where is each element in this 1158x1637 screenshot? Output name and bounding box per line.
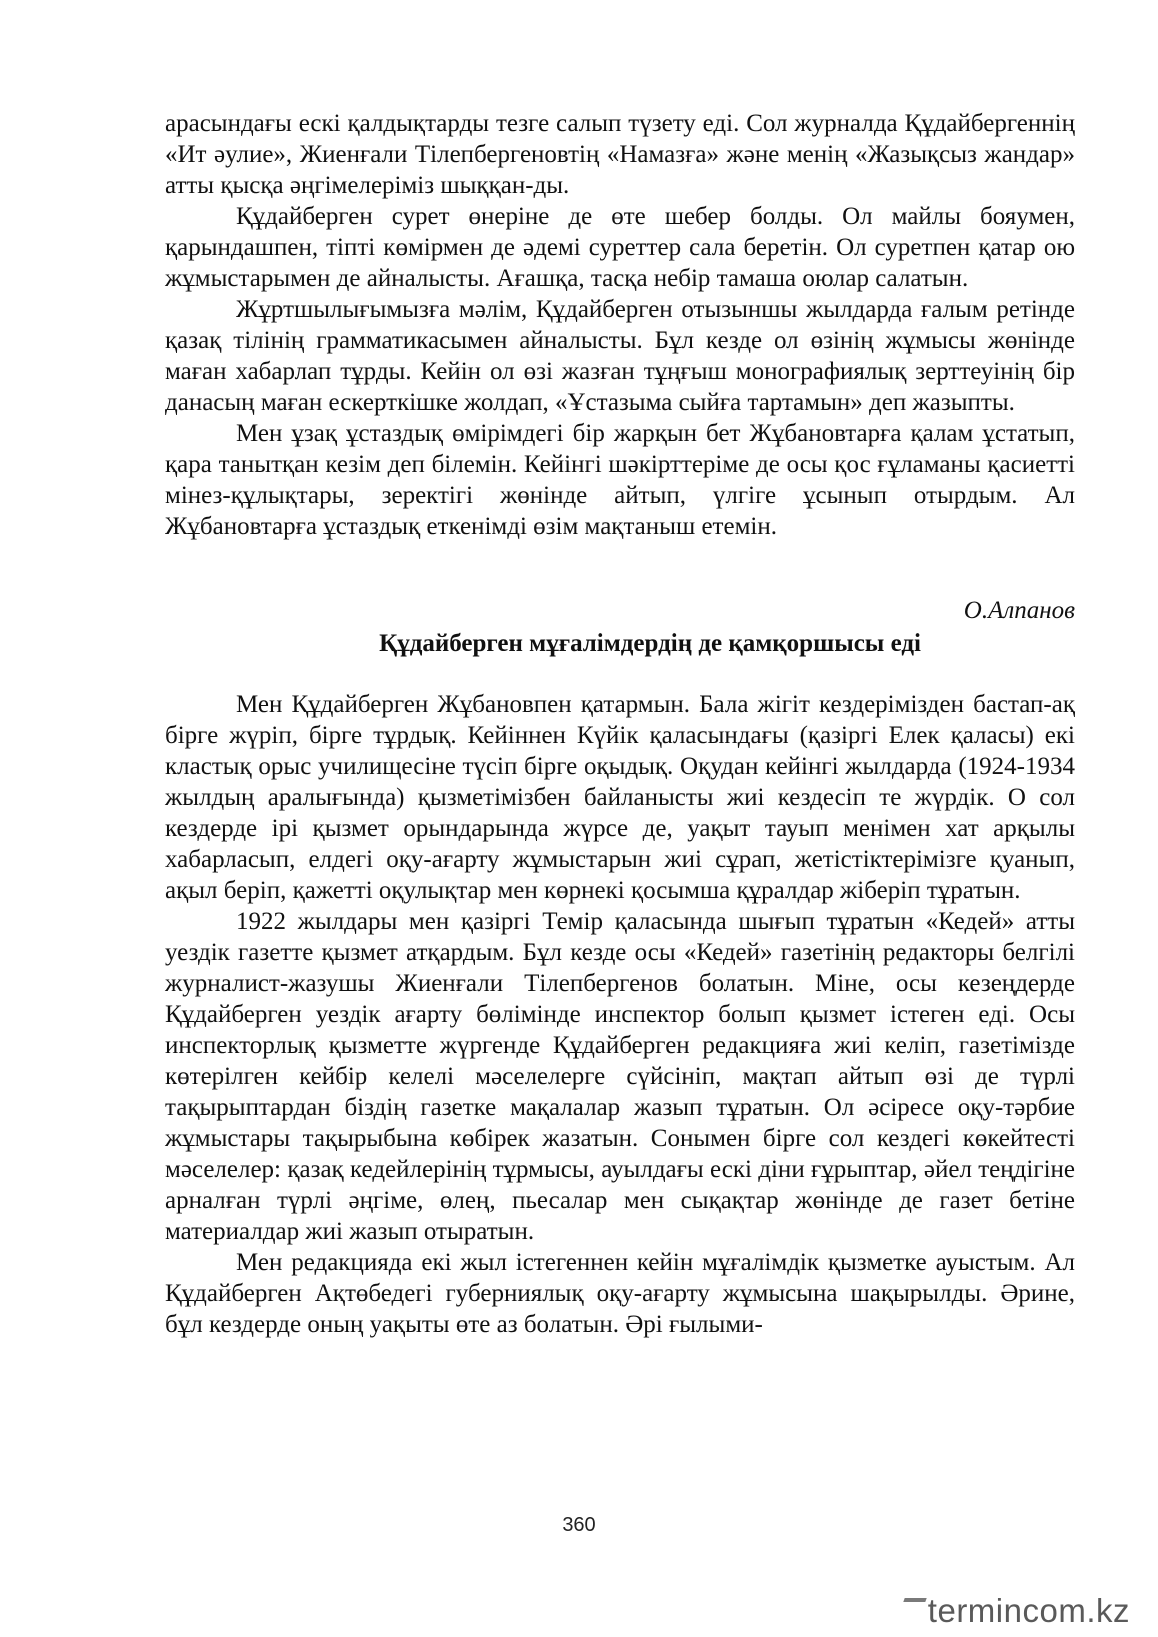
spacer [165, 659, 1075, 689]
page-body [165, 108, 1075, 1340]
paragraph-editorial: Мен редакцияда екі жыл істегеннен кейін мұғалімдік қызметке ауыстым. Ал Құдайберген Ақтөбедегі губерниялық оқу-ағарту жұмысына шақырылды. Әрине, бұл кездерде оның уақыты өте аз болатын. Әрі ғылыми- [165, 1249, 1075, 1338]
paragraph-classmates: Мен Құдайберген Жұбановпен қатармын. Бала жігіт кездерімізден бастап-ақ бірге жүріп, бірге тұрдық. Кейіннен Күйік қаласындағы (қазіргі Елек қаласы) екі кластық орыс училищесіне түсіп бірге оқыдық. Оқудан кейінгі жылдарда (1924-1934 жылдың аралығында) қызметімізбен байланысты жиі кездесіп те жүрдік. О сол кездерде ірі қызмет орындарында жүрсе де, уақыт тауып менімен хат арқылы хабарласып, елдегі оқу-ағарту жұмыстарын жиі сұрап, жетістіктерімізге қуанып, ақыл беріп, қажетті оқулықтар мен көрнекі қосымша құралдар жіберіп тұратын. [165, 691, 1075, 904]
section-title: Құдайберген мұғалімдердің де қамқоршысы еді [379, 630, 921, 657]
paragraph-continued: арасындағы ескі қалдықтарды тезге салып түзету еді. Сол журналда Құдайбергеннің «Ит әулие», Жиенғали Тілепбергеновтің «Намазға» және менің «Жазықсыз жандар» атты қысқа әңгімелеріміз шыққан-ды. [165, 110, 1075, 199]
watermark-logo [904, 1594, 1130, 1628]
logo-bar-icon [903, 1598, 926, 1602]
paragraph-art: Құдайберген сурет өнеріне де өте шебер болды. Ол майлы бояумен, қарындашпен, тіпті көмірмен де әдемі суреттер сала беретін. Ол суретпен қатар ою жұмыстарымен де айналысты. Ағашқа, тасқа небір тамаша оюлар салатын. [165, 203, 1075, 292]
page-number: 360 [562, 1514, 596, 1536]
paragraph-kedei-newspaper: 1922 жылдары мен қазіргі Темір қаласында шығып тұратын «Кедей» атты уездік газетте қызмет атқардым. Бұл кезде осы «Кедей» газетінің редакторы белгілі журналист-жазушы Жиенғали Тілепбергенов болатын. Міне, осы кезеңдерде Құдайберген уездік ағарту бөлімінде инспектор болып қызмет істеген еді. Осы инспекторлық қызметте жүргенде Құдайберген редакцияға жиі келіп, газетімізде көтерілген кейбір келелі мәселелерге сүйсініп, мақтап айтып өзі де түрлі тақырыптардан біздің газетке мақалалар жазып тұратын. Ол әсіресе оқу-тәрбие жұмыстары тақырыбына көбірек жазатын. Сонымен бірге сол кездегі көкейтесті мәселелер: қазақ кедейлерінің тұрмысы, ауылдағы ескі діни ғұрыптар, әйел теңдігіне арналған түрлі әңгіме, өлең, пьесалар мен сықақтар жөнінде де газет бетіне материалдар жиі жазып отыратын. [165, 908, 1075, 1245]
paragraph-grammar: Жұртшылығымызға мәлім, Құдайберген отызыншы жылдарда ғалым ретінде қазақ тілінің грамматикасымен айналысты. Бұл кезде ол өзінің жұмысы жөнінде маған хабарлап тұрды. Кейін ол өзі жазған тұңғыш монографиялық зерттеуінің бір данасың маған ескерткішке жолдап, «Ұстазыма сыйға тартамын» деп жазыпты. [165, 296, 1075, 416]
watermark-text: termincom.kz [927, 1592, 1130, 1629]
paragraph-teaching: Мен ұзақ ұстаздық өмірімдегі бір жарқын бет Жұбановтарға қалам ұстатып, қара танытқан кезім деп білемін. Кейінгі шәкірттеріме де осы қос ғұламаны қасиетті мінез-құлықтары, зеректігі жөнінде айтып, үлгіге ұсынып отырдым. Ал Жұбановтарға ұстаздық еткенімді өзім мақтаныш етемін. [165, 420, 1075, 540]
author-signature: О.Алпанов [963, 597, 1075, 624]
